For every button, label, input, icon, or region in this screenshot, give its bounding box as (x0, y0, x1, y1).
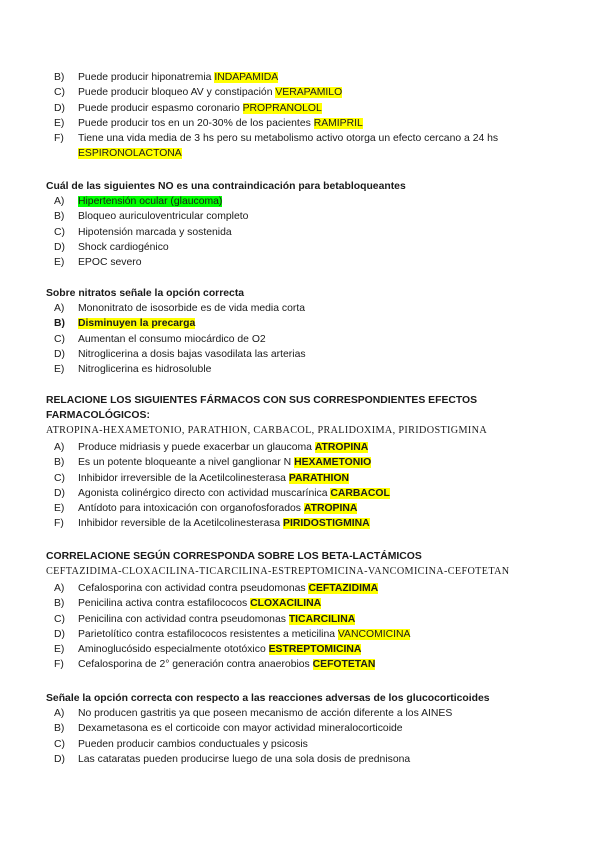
option-letter: C) (54, 738, 65, 750)
option-text (78, 209, 566, 224)
option-text (78, 486, 566, 501)
option-item (46, 501, 566, 516)
option-text (78, 131, 566, 162)
option-item (46, 486, 566, 501)
highlighted-answer: HEXAMETONIO (294, 457, 372, 469)
question-title: Señale la opción correcta con respecto a las reacciones adversas de los glucocorticoides (46, 693, 490, 704)
option-statement: Pueden producir cambios conductuales y psicosis (78, 738, 308, 750)
option-statement: Puede producir bloqueo AV y constipación (78, 87, 276, 99)
option-statement: Es un potente bloqueante a nivel ganglionar N (78, 457, 295, 469)
question-title: CORRELACIONE SEGÚN CORRESPONDA SOBRE LOS BETA-LACTÁMICOS (46, 551, 422, 562)
highlighted-answer: RAMIPRIL (313, 117, 363, 129)
option-item (46, 194, 566, 209)
option-letter: B) (54, 723, 65, 735)
question-title: Sobre nitratos señale la opción correcta (46, 288, 245, 299)
question-block-diuretics (46, 70, 566, 162)
option-letter: B) (54, 318, 65, 330)
option-text (78, 657, 566, 672)
option-letter: D) (54, 348, 65, 360)
option-item (46, 85, 566, 100)
option-statement: Las cataratas pueden producirse luego de una sola dosis de prednisona (78, 753, 411, 765)
option-letter: E) (54, 117, 65, 129)
option-statement: Inhibidor irreversible de la Acetilcolinesterasa (78, 472, 289, 484)
question-drug-list: CEFTAZIDIMA-CLOXACILINA-TICARCILINA-ESTREPTOMICINA-VANCOMICINA-CEFOTETAN (46, 566, 510, 577)
option-text (78, 240, 566, 255)
option-item (46, 240, 566, 255)
question-block-nitrates (46, 286, 566, 377)
option-item (46, 301, 566, 316)
option-statement: Aminoglucósido especialmente ototóxico (78, 644, 269, 656)
option-letter: A) (54, 583, 65, 594)
option-letter: D) (54, 487, 65, 499)
option-item (46, 209, 566, 224)
option-text (78, 721, 566, 736)
highlighted-answer: INDAPAMIDA (214, 72, 279, 83)
option-statement: Penicilina activa contra estafilococos (78, 598, 251, 610)
option-item (46, 721, 566, 736)
option-text (78, 612, 566, 627)
option-letter: B) (54, 211, 65, 223)
highlighted-answer: VANCOMICINA (337, 628, 411, 640)
option-text (78, 362, 566, 377)
option-item (46, 455, 566, 470)
option-item (46, 596, 566, 611)
question-title: RELACIONE LOS SIGUIENTES FÁRMACOS CON SUS CORRESPONDIENTES EFECTOS FARMACOLÓGICOS: (46, 395, 478, 421)
option-statement: Produce midriasis y puede exacerbar un glaucoma (78, 442, 315, 453)
option-statement: No producen gastritis ya que poseen mecanismo de acción diferente a los AINES (78, 708, 453, 719)
option-item (46, 752, 566, 767)
option-text (78, 516, 566, 531)
option-letter: A) (54, 303, 65, 314)
option-letter: E) (54, 257, 65, 269)
option-statement: Mononitrato de isosorbide es de vida media corta (78, 303, 305, 314)
option-statement: EPOC severo (78, 257, 142, 269)
option-letter: C) (54, 226, 65, 238)
option-letter: C) (54, 613, 65, 625)
option-statement: Penicilina con actividad contra pseudomonas (78, 613, 289, 625)
highlighted-answer: ATROPINA (303, 503, 358, 515)
option-text (78, 706, 566, 721)
option-item (46, 70, 566, 85)
option-text (78, 255, 566, 270)
option-letter: D) (54, 241, 65, 253)
option-statement: Cefalosporina de 2° generación contra anaerobios (78, 659, 313, 671)
option-text (78, 194, 566, 209)
option-text (78, 501, 566, 516)
option-item (46, 706, 566, 721)
option-item (46, 612, 566, 627)
option-letter: A) (54, 708, 65, 719)
option-text (78, 85, 566, 100)
option-letter: E) (54, 364, 65, 376)
option-text (78, 596, 566, 611)
option-text (78, 752, 566, 767)
option-letter: B) (54, 598, 65, 610)
highlighted-answer: ATROPINA (314, 442, 369, 453)
option-text (78, 101, 566, 116)
option-statement: Puede producir espasmo coronario (78, 102, 243, 114)
option-statement: Dexametasona es el corticoide con mayor actividad mineralocorticoide (78, 723, 403, 735)
option-text (78, 116, 566, 131)
option-statement: Tiene una vida media de 3 hs pero su metabolismo activo otorga un efecto cercano a 24 hs (78, 133, 499, 145)
question-drug-list: ATROPINA-HEXAMETONIO, PARATHION, CARBACOL, PRALIDOXIMA, PIRIDOSTIGMINA (46, 425, 488, 436)
option-text (78, 627, 566, 642)
option-letter: C) (54, 87, 65, 99)
option-item (46, 737, 566, 752)
highlighted-answer: VERAPAMILO (275, 87, 343, 99)
option-item (46, 225, 566, 240)
highlighted-answer: ESPIRONOLACTONA (78, 148, 182, 160)
option-text (78, 301, 566, 316)
option-letter: F) (54, 518, 64, 530)
question-block-betablockers (46, 179, 566, 270)
option-item (46, 471, 566, 486)
option-statement: Hipotensión marcada y sostenida (78, 226, 232, 238)
option-item (46, 255, 566, 270)
option-letter: D) (54, 628, 65, 640)
option-text (78, 455, 566, 470)
option-statement: Antídoto para intoxicación con organofosforados (78, 503, 304, 515)
option-statement: Shock cardiogénico (78, 241, 169, 253)
option-text (78, 70, 566, 85)
option-item (46, 101, 566, 116)
option-item (46, 332, 566, 347)
option-letter: B) (54, 457, 65, 469)
option-text (78, 642, 566, 657)
option-statement: Inhibidor reversible de la Acetilcolinesterasa (78, 518, 284, 530)
option-statement: Nitroglicerina a dosis bajas vasodilata las arterias (78, 348, 306, 360)
option-letter: A) (54, 442, 65, 453)
option-letter: C) (54, 333, 65, 345)
question-block-beta-lactams (46, 549, 566, 673)
option-statement: Aumentan el consumo miocárdico de O2 (78, 333, 266, 345)
option-item (46, 642, 566, 657)
option-text (78, 737, 566, 752)
option-letter: B) (54, 72, 65, 83)
highlighted-answer: CARBACOL (330, 487, 390, 499)
question-block-cholinergic-drugs (46, 393, 566, 532)
option-item (46, 131, 566, 162)
option-letter: E) (54, 644, 65, 656)
option-text (78, 471, 566, 486)
highlighted-answer: CLOXACILINA (250, 598, 322, 610)
option-statement: Cefalosporina con actividad contra pseudomonas (78, 583, 309, 594)
option-item (46, 657, 566, 672)
option-text (78, 225, 566, 240)
option-item (46, 347, 566, 362)
option-letter: D) (54, 753, 65, 765)
highlighted-answer: CEFOTETAN (312, 659, 376, 671)
question-block-glucocorticoids (46, 691, 566, 767)
option-text (78, 332, 566, 347)
highlighted-answer: ESTREPTOMICINA (268, 644, 362, 656)
option-text (78, 347, 566, 362)
option-statement: Puede producir tos en un 20-30% de los pacientes (78, 117, 314, 129)
option-letter: A) (54, 196, 65, 207)
option-text (78, 440, 566, 455)
option-letter: F) (54, 133, 64, 145)
option-statement: Puede producir hiponatremia (78, 72, 215, 83)
highlighted-answer: Disminuyen la precarga (78, 318, 196, 330)
highlighted-answer: TICARCILINA (288, 613, 356, 625)
option-text (78, 316, 566, 331)
highlighted-answer: PARATHION (288, 472, 350, 484)
question-title: Cuál de las siguientes NO es una contraindicación para betabloqueantes (46, 181, 406, 192)
option-item (46, 362, 566, 377)
highlighted-answer: CEFTAZIDIMA (308, 583, 379, 594)
option-letter: C) (54, 472, 65, 484)
option-item (46, 581, 566, 596)
highlighted-answer: PROPRANOLOL (242, 102, 322, 114)
option-statement: Bloqueo auriculoventricular completo (78, 211, 249, 223)
option-letter: F) (54, 659, 64, 671)
highlighted-answer: Hipertensión ocular (glaucoma) (78, 196, 223, 207)
option-letter: D) (54, 102, 65, 114)
option-item (46, 440, 566, 455)
option-item (46, 627, 566, 642)
option-statement: Nitroglicerina es hidrosoluble (78, 364, 212, 376)
option-letter: E) (54, 503, 65, 515)
option-text (78, 581, 566, 596)
option-item (46, 516, 566, 531)
option-item (46, 316, 566, 331)
option-statement: Agonista colinérgico directo con actividad muscarínica (78, 487, 331, 499)
option-item (46, 116, 566, 131)
option-statement: Parietolítico contra estafilococos resistentes a meticilina (78, 628, 338, 640)
highlighted-answer: PIRIDOSTIGMINA (283, 518, 370, 530)
